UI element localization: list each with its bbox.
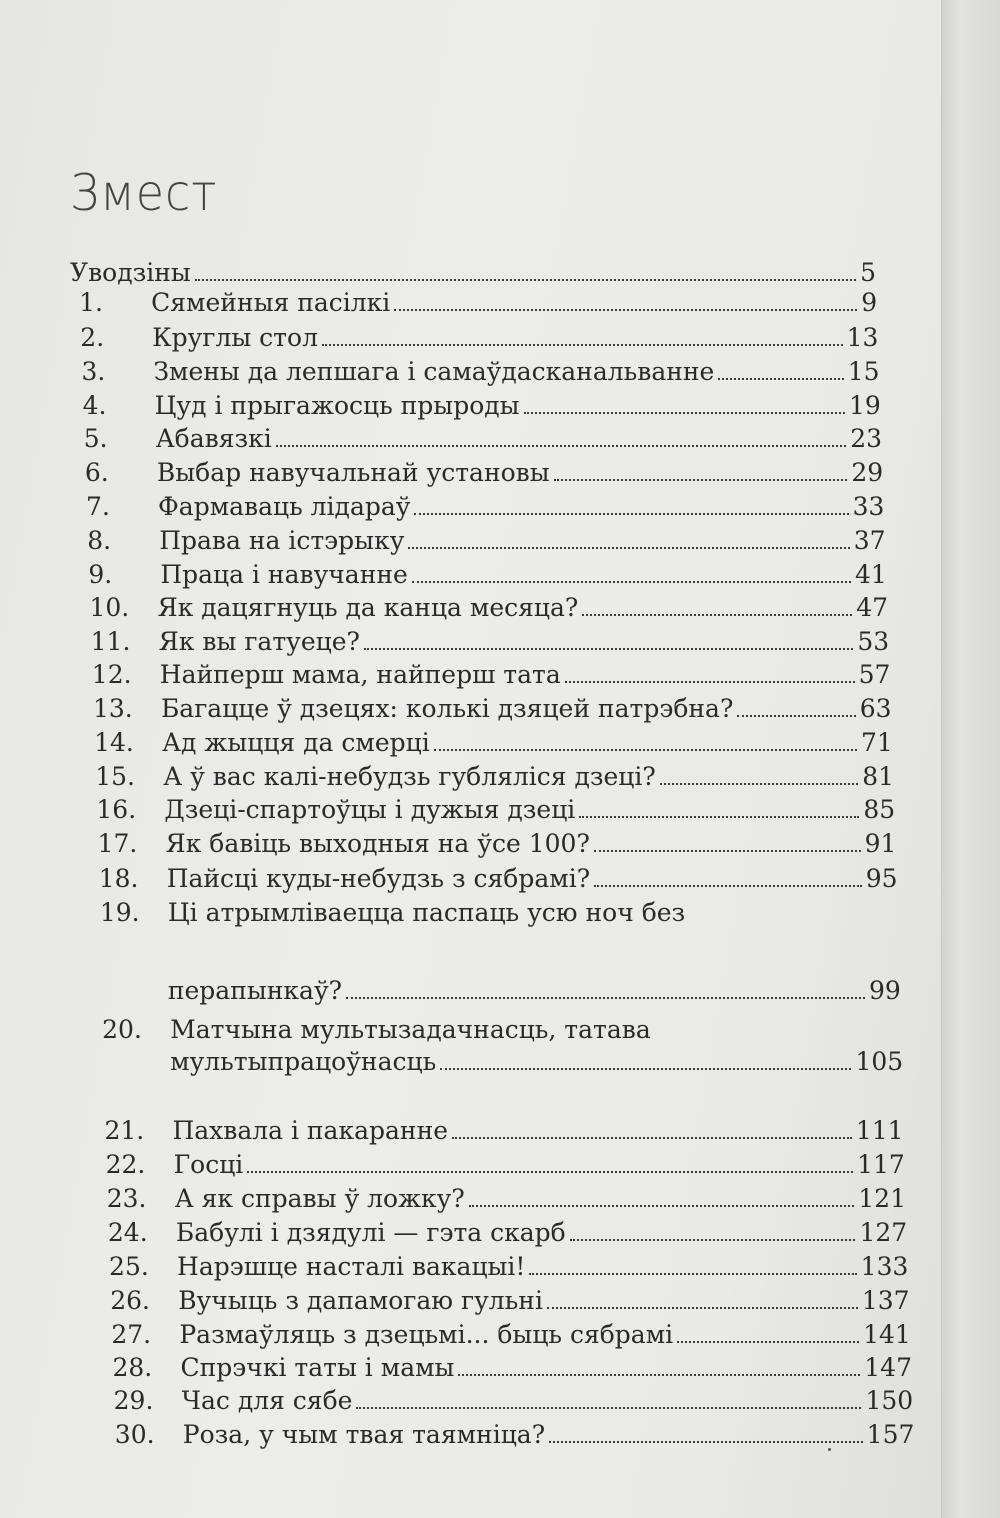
toc-entry-continuation bbox=[168, 976, 901, 1006]
toc-entry bbox=[102, 1015, 901, 1045]
dot-leader bbox=[549, 1441, 863, 1443]
toc-entry-number: 29. bbox=[113, 1386, 154, 1415]
dot-leader bbox=[469, 1205, 854, 1207]
toc-entry-number: 10. bbox=[89, 593, 130, 622]
toc-entry bbox=[100, 898, 899, 928]
toc-entry-number: 28. bbox=[112, 1353, 153, 1382]
toc-entry-page: 33 bbox=[852, 492, 885, 521]
toc-entry bbox=[110, 1286, 909, 1316]
toc-entry-label: Як бавіць выходныя на ўсе 100? bbox=[165, 829, 590, 858]
toc-entry-number: 11. bbox=[90, 627, 131, 656]
toc-entry-label: Як вы гатуеце? bbox=[158, 627, 360, 656]
toc-entry bbox=[96, 795, 895, 825]
toc-entry-page: 91 bbox=[864, 829, 897, 858]
toc-entry-label: Нарэшце насталі вакацыі! bbox=[177, 1252, 526, 1281]
toc-entry-label: Матчына мультызадачнасць, татава bbox=[170, 1015, 651, 1044]
dot-leader bbox=[412, 581, 851, 583]
toc-entry-number: 19. bbox=[99, 898, 140, 927]
dot-leader bbox=[565, 681, 855, 683]
toc-entry-number: 5. bbox=[83, 424, 108, 453]
toc-entry-label: Час для сябе bbox=[181, 1386, 353, 1415]
dot-leader bbox=[364, 648, 853, 650]
toc-entry-page: 23 bbox=[850, 424, 882, 453]
toc-entry-label: Найперш мама, найперш тата bbox=[159, 660, 561, 689]
toc-entry-label: А як справы ў ложку? bbox=[174, 1184, 465, 1213]
toc-entry-label: Уводзіны bbox=[70, 258, 191, 287]
toc-entry-number: 2. bbox=[80, 323, 105, 352]
dot-leader bbox=[440, 1068, 851, 1070]
toc-entry-label: Праца і навучанне bbox=[160, 560, 408, 589]
toc-entry-page: 13 bbox=[846, 323, 879, 352]
toc-entry-number: 30. bbox=[114, 1420, 155, 1449]
toc-entry bbox=[114, 1386, 914, 1416]
toc-entry-number: 18. bbox=[98, 864, 139, 893]
toc-entry-number: 13. bbox=[92, 694, 133, 723]
toc-entry-number: 26. bbox=[110, 1286, 150, 1315]
toc-entry-label: Абавязкі bbox=[155, 424, 272, 453]
toc-entry bbox=[81, 357, 879, 387]
dot-leader bbox=[660, 783, 858, 785]
next-page-edge bbox=[941, 0, 1000, 1518]
toc-entry-number: 14. bbox=[94, 728, 134, 757]
toc-entry bbox=[85, 458, 883, 488]
toc-entry-page: 9 bbox=[861, 288, 878, 317]
toc-entry-label: Ці атрымліваецца паспаць усю ноч без bbox=[167, 898, 686, 927]
toc-entry-number: 8. bbox=[87, 526, 112, 555]
toc-entry-page: 147 bbox=[864, 1353, 912, 1382]
toc-entry-page: 95 bbox=[865, 864, 898, 893]
toc-entry-page: 157 bbox=[866, 1420, 915, 1449]
toc-entry-page: 150 bbox=[865, 1386, 914, 1415]
toc-entry-number: 20. bbox=[102, 1015, 142, 1044]
dot-leader bbox=[582, 614, 852, 616]
toc-entry-label: Як дацягнуць да канца месяца? bbox=[157, 593, 579, 622]
dot-leader bbox=[322, 344, 843, 346]
toc-entry-label: Змены да лепшага і самаўдасканальванне bbox=[153, 357, 715, 386]
toc-entry-page: 19 bbox=[848, 391, 881, 420]
toc-entry-page: 137 bbox=[861, 1286, 910, 1315]
toc-entry-page: 81 bbox=[862, 762, 894, 791]
toc-entry-page: 105 bbox=[855, 1047, 904, 1076]
dot-leader bbox=[718, 378, 843, 380]
dot-leader bbox=[408, 547, 849, 549]
toc-entry-number: 15. bbox=[95, 762, 136, 791]
toc-entry bbox=[80, 323, 878, 353]
toc-entry-label: Госці bbox=[173, 1150, 244, 1179]
toc-entry-number: 21. bbox=[104, 1116, 145, 1145]
toc-entry-page: 41 bbox=[854, 560, 887, 589]
toc-entry-label: Фармаваць лідараў bbox=[158, 492, 411, 521]
toc-entry-label: Роза, у чым твая таямніца? bbox=[182, 1420, 546, 1449]
toc-entry bbox=[90, 593, 889, 623]
toc-entry-page: 127 bbox=[859, 1218, 908, 1247]
dot-leader bbox=[195, 279, 856, 281]
toc-entry-label: Пайсці куды-небудзь з сябрамі? bbox=[166, 864, 591, 893]
dot-leader bbox=[356, 1407, 861, 1409]
toc-entry bbox=[93, 694, 892, 724]
toc-entry-page: 15 bbox=[847, 357, 880, 386]
toc-entry-number: 1. bbox=[79, 288, 103, 317]
toc-entry-label: Ад жыцця да смерці bbox=[162, 728, 430, 757]
toc-entry bbox=[91, 627, 890, 657]
toc-entry-label: Цуд і прыгажосць прыроды bbox=[154, 391, 520, 420]
toc-entry-number: 16. bbox=[96, 795, 137, 824]
toc-entry-label: Выбар навучальнай установы bbox=[156, 458, 550, 487]
toc-entry bbox=[111, 1320, 910, 1350]
dot-leader bbox=[594, 850, 861, 852]
toc-entry bbox=[104, 1116, 903, 1146]
toc-entry-label: Размаўляць з дзецьмі... быць сябрамі bbox=[179, 1320, 674, 1349]
toc-entry bbox=[86, 492, 884, 522]
toc-entry bbox=[92, 660, 891, 690]
toc-entry-label: Бабулі і дзядулі — гэта скарб bbox=[175, 1218, 566, 1247]
toc-entry-page: 121 bbox=[858, 1184, 906, 1213]
toc-entry bbox=[95, 762, 894, 792]
dot-leader bbox=[554, 479, 848, 481]
toc-entry-label: Дзеці-спартоўцы і дужыя дзеці bbox=[164, 795, 576, 824]
dot-leader bbox=[346, 997, 865, 999]
toc-entry-page: 63 bbox=[859, 694, 892, 723]
dot-leader bbox=[276, 445, 846, 447]
toc-entry-intro bbox=[70, 258, 876, 288]
toc-entry-page: 141 bbox=[863, 1320, 911, 1349]
toc-entry-label-continued: мультыпрацоўнасць bbox=[170, 1047, 437, 1076]
toc-entry-label: Круглы стол bbox=[152, 323, 318, 352]
toc-entry-number: 27. bbox=[111, 1320, 152, 1349]
toc-entry bbox=[94, 728, 893, 758]
toc-entry-label-continued: перапынкаў? bbox=[167, 976, 343, 1005]
toc-entry bbox=[84, 424, 882, 454]
toc-entry bbox=[108, 1218, 907, 1248]
toc-entry-number: 3. bbox=[81, 357, 106, 386]
toc-entry bbox=[88, 560, 886, 590]
toc-entry-number: 22. bbox=[105, 1150, 146, 1179]
toc-entry-label: Права на істэрыку bbox=[159, 526, 405, 555]
toc-entry bbox=[87, 526, 885, 556]
toc-entry-number: 9. bbox=[88, 560, 113, 589]
dot-leader bbox=[677, 1341, 859, 1343]
dot-leader bbox=[452, 1137, 852, 1139]
toc-entry-page: 37 bbox=[853, 526, 886, 555]
toc-entry-number: 12. bbox=[91, 660, 132, 689]
toc-entry-continuation bbox=[170, 1047, 903, 1077]
toc-entry-page: 85 bbox=[863, 795, 896, 824]
toc-entry bbox=[98, 829, 897, 859]
dot-leader bbox=[434, 749, 857, 751]
toc-entry-label: Пахвала і пакаранне bbox=[172, 1116, 449, 1145]
toc-entry-page: 53 bbox=[857, 627, 890, 656]
dot-leader bbox=[458, 1374, 860, 1376]
toc-entry bbox=[99, 864, 898, 894]
toc-entry-number: 25. bbox=[109, 1252, 149, 1281]
toc-entry-label: А ў вас калі-небудзь губляліся дзеці? bbox=[163, 762, 656, 791]
toc-entry bbox=[79, 288, 877, 318]
toc-entry-page: 57 bbox=[858, 660, 891, 689]
toc-entry-number: 23. bbox=[106, 1184, 147, 1213]
toc-entry-label: Багацце ў дзецях: колькі дзяцей патрэбна? bbox=[160, 694, 734, 723]
toc-entry bbox=[107, 1184, 906, 1214]
toc-entry bbox=[115, 1420, 915, 1450]
toc-entry bbox=[106, 1150, 905, 1180]
toc-entry-page: 29 bbox=[851, 458, 884, 487]
dot-leader bbox=[570, 1239, 856, 1241]
toc-entry-label: Сямейныя пасілкі bbox=[151, 288, 391, 317]
toc-entry-page: 5 bbox=[860, 258, 876, 287]
dot-leader bbox=[547, 1307, 858, 1309]
dot-leader bbox=[524, 412, 845, 414]
toc-entry bbox=[83, 391, 881, 421]
toc-entry-page: 71 bbox=[860, 728, 893, 757]
toc-entry-number: 24. bbox=[107, 1218, 148, 1247]
toc-entry-page: 117 bbox=[857, 1150, 905, 1179]
toc-entry-number: 6. bbox=[84, 458, 109, 487]
toc-entry-label: Спрэчкі таты і мамы bbox=[180, 1353, 455, 1382]
toc-entry bbox=[109, 1252, 908, 1282]
dot-leader bbox=[247, 1171, 853, 1173]
dot-leader bbox=[737, 715, 855, 717]
toc-entry-page: 133 bbox=[860, 1252, 909, 1281]
toc-entry-number: 4. bbox=[82, 391, 107, 420]
toc-entry-page: 47 bbox=[856, 593, 888, 622]
toc-entry-number: 17. bbox=[97, 829, 138, 858]
toc-entry-label: Вучыць з дапамогаю гульні bbox=[178, 1286, 543, 1315]
dot-leader bbox=[414, 513, 848, 515]
dot-leader bbox=[579, 816, 859, 818]
dot-leader bbox=[529, 1273, 856, 1275]
page-title: Змест bbox=[70, 164, 218, 222]
toc-entry-page: 111 bbox=[855, 1116, 904, 1145]
toc-entry bbox=[113, 1353, 913, 1383]
toc-entry-page: 99 bbox=[868, 976, 901, 1005]
toc-entry-number: 7. bbox=[86, 492, 110, 521]
dot-leader bbox=[394, 309, 857, 311]
dot-leader bbox=[594, 885, 862, 887]
